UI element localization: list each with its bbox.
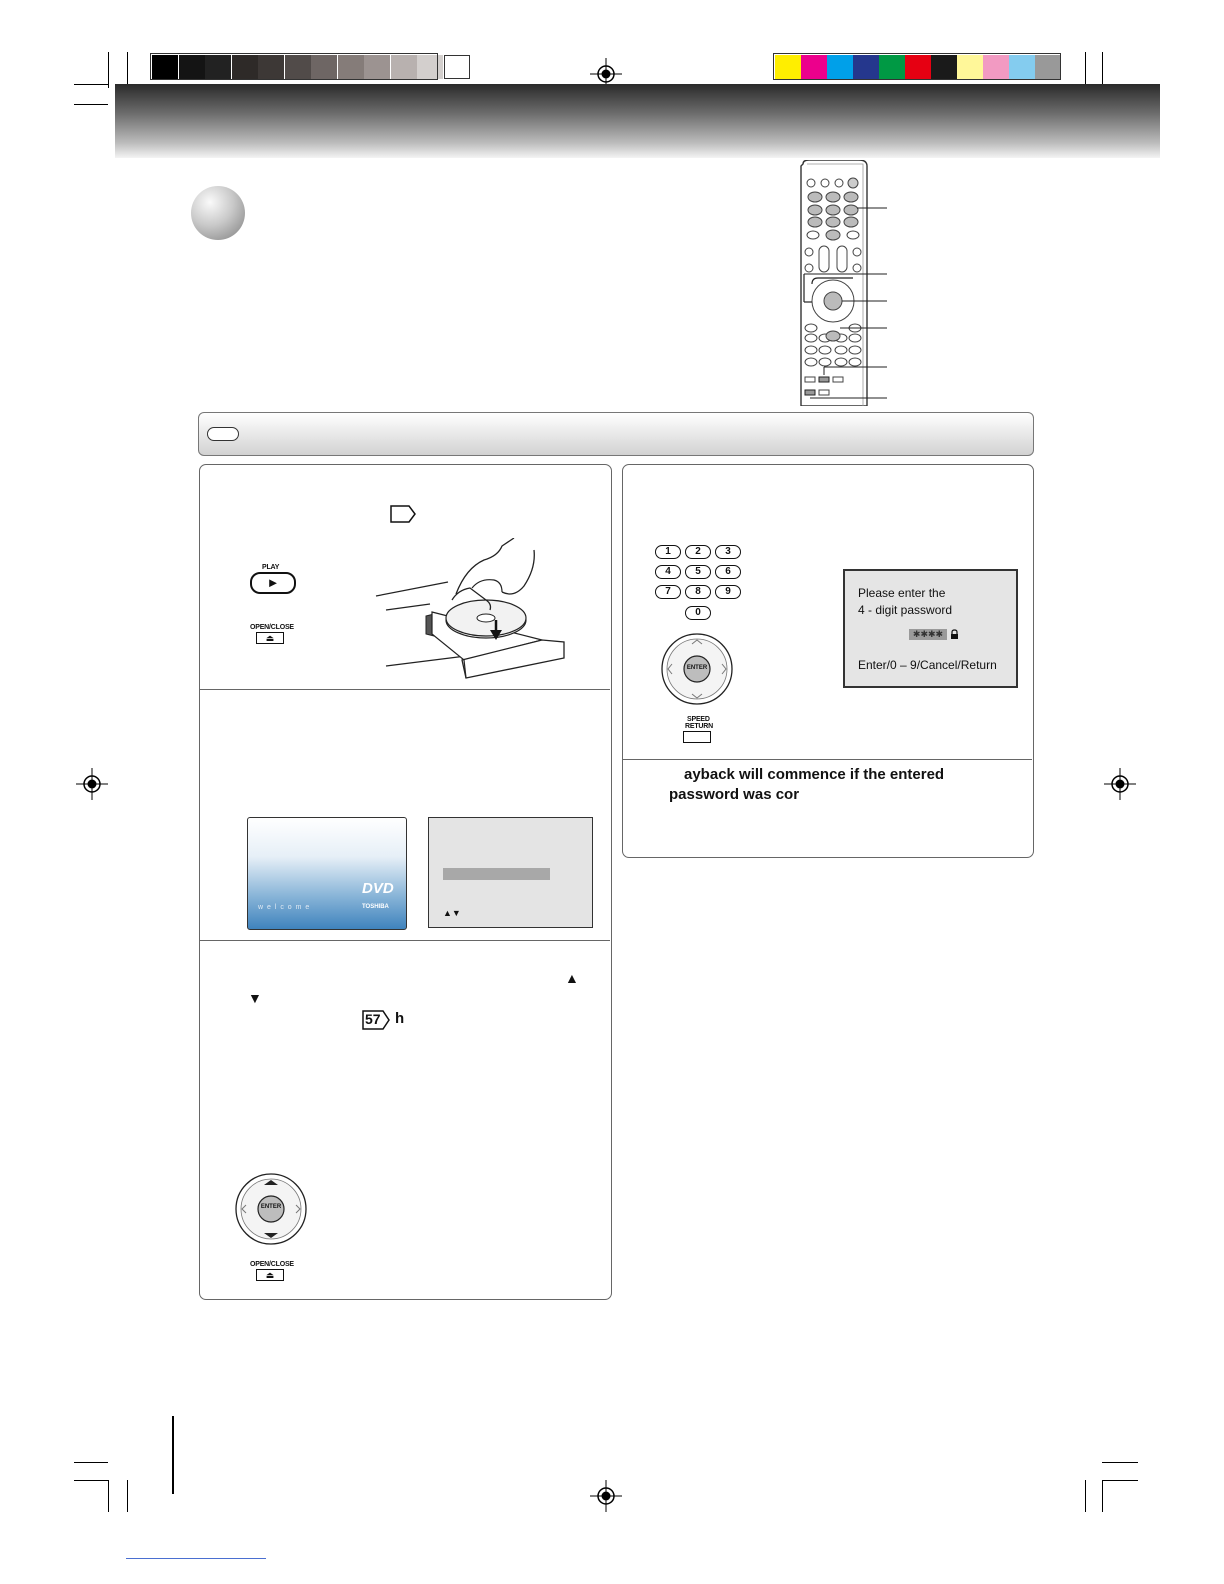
- step-divider: [200, 940, 610, 941]
- crop-mark: [1102, 1480, 1138, 1481]
- crop-mark: [74, 104, 108, 105]
- play-button[interactable]: [250, 572, 296, 594]
- crop-mark: [1102, 52, 1103, 88]
- crop-mark: [1102, 1480, 1103, 1512]
- registration-target-icon: [590, 1480, 622, 1512]
- welcome-text: w e l c o m e: [258, 904, 311, 911]
- grayscale-bar-frame: [150, 53, 438, 80]
- play-icon: ►: [266, 575, 280, 590]
- osd-line-1: Please enter the: [858, 586, 946, 600]
- number-key-3[interactable]: 3: [715, 545, 741, 559]
- lock-icon: [950, 629, 959, 640]
- remote-control-illustration: [795, 160, 895, 406]
- crop-mark: [127, 1480, 128, 1512]
- speed-label: SPEED: [687, 716, 710, 723]
- password-field[interactable]: [909, 629, 947, 640]
- page-number: 57: [365, 1011, 381, 1027]
- crop-mark: [1102, 1462, 1138, 1463]
- open-close-button[interactable]: [256, 1269, 284, 1281]
- bottom-link-line: [126, 1558, 266, 1559]
- crop-mark: [74, 84, 108, 85]
- welcome-screen: [247, 817, 407, 930]
- disc-menu-screen: [428, 817, 593, 928]
- open-close-label: OPEN/CLOSE: [250, 1261, 294, 1268]
- number-key-5[interactable]: 5: [685, 565, 711, 579]
- registration-target-icon: [1104, 768, 1136, 800]
- crop-mark: [1085, 52, 1086, 88]
- crop-mark: [74, 1480, 108, 1481]
- number-key-1[interactable]: 1: [655, 545, 681, 559]
- down-arrow-icon: ▼: [248, 990, 262, 1006]
- dvd-disc-badge: [207, 427, 239, 441]
- step5-text-line-2: password was cor: [669, 786, 800, 803]
- up-arrow-icon: ▲: [565, 970, 579, 986]
- enter-button-label: ENTER: [686, 665, 708, 671]
- dvd-logo: DVD: [362, 880, 394, 897]
- osd-footer: Enter/0 – 9/Cancel/Return: [858, 658, 997, 672]
- disc-loading-illustration: [374, 538, 570, 686]
- menu-highlight-bar[interactable]: [443, 868, 550, 880]
- password-mask: ✱✱✱✱: [912, 629, 944, 639]
- page-edge-line: [172, 1416, 174, 1494]
- crop-mark: [74, 1462, 108, 1463]
- number-key-9[interactable]: 9: [715, 585, 741, 599]
- menu-nav-arrows: ▲▼: [443, 908, 461, 918]
- step-divider: [623, 759, 1032, 760]
- number-key-0[interactable]: 0: [685, 606, 711, 620]
- dvd-section-bar: [198, 412, 1034, 456]
- crop-mark: [108, 52, 109, 88]
- number-key-7[interactable]: 7: [655, 585, 681, 599]
- crop-mark: [108, 1480, 109, 1512]
- open-close-button[interactable]: [256, 632, 284, 644]
- open-close-label: OPEN/CLOSE: [250, 624, 294, 631]
- password-osd: [843, 569, 1018, 688]
- return-label: RETURN: [685, 723, 713, 730]
- header-band: [115, 84, 1160, 158]
- color-bar-frame: [773, 53, 1061, 80]
- section-bullet-icon: [191, 186, 245, 240]
- crop-mark: [127, 52, 128, 88]
- number-key-6[interactable]: 6: [715, 565, 741, 579]
- return-button[interactable]: [683, 731, 711, 743]
- play-button-label: PLAY: [262, 564, 280, 571]
- number-key-2[interactable]: 2: [685, 545, 711, 559]
- number-key-4[interactable]: 4: [655, 565, 681, 579]
- registration-target-icon: [76, 768, 108, 800]
- step-divider: [200, 689, 610, 690]
- enter-button-label: ENTER: [260, 1204, 282, 1210]
- osd-line-2: 4 - digit password: [858, 603, 953, 617]
- eject-icon: ⏏: [265, 1270, 275, 1280]
- page-reference-tag-icon: [390, 505, 416, 523]
- grayscale-swatch: [444, 55, 470, 79]
- number-key-8[interactable]: 8: [685, 585, 711, 599]
- crop-mark: [1085, 1480, 1086, 1512]
- brand-logo: TOSHIBA: [362, 904, 389, 910]
- step5-text-line-1: ayback will commence if the entered: [684, 766, 945, 783]
- eject-icon: ⏏: [265, 633, 275, 643]
- page-reference-suffix: h: [395, 1010, 405, 1027]
